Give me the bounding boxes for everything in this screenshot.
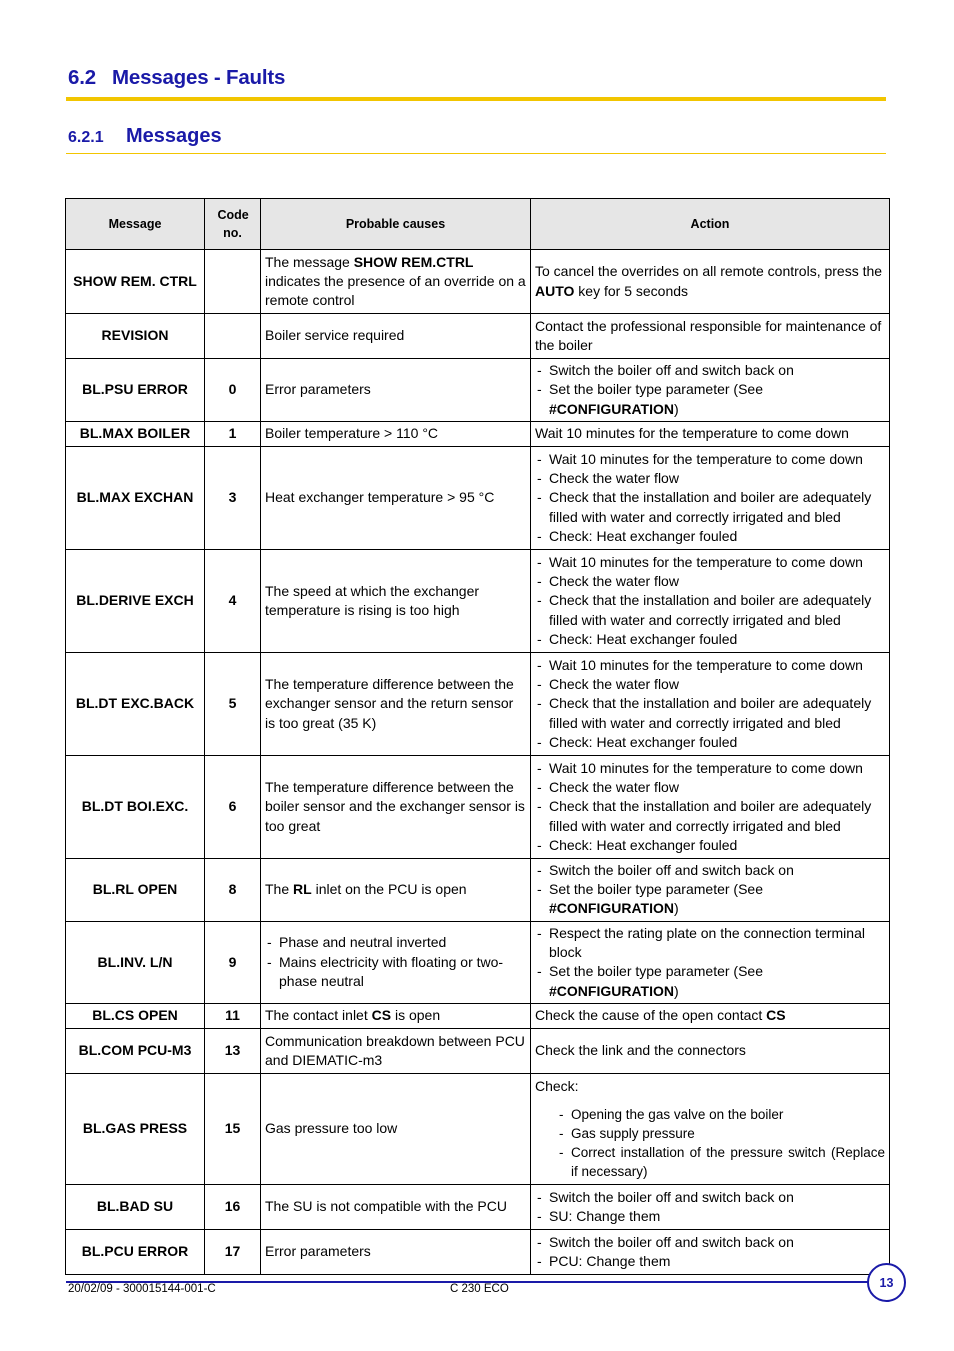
cause-list — [265, 933, 526, 991]
code-cell: 8 — [205, 858, 261, 921]
cause-text: is open — [391, 1007, 441, 1024]
action-item: - Check that the installation and boiler are adequately filled with water and correctly irrigated and bled — [535, 591, 885, 630]
cause-cell: Communication breakdown between PCU and DIEMATIC-m3 — [261, 1028, 531, 1073]
cause-cell — [261, 1003, 531, 1028]
action-item: - Wait 10 minutes for the temperature to come down — [535, 656, 885, 675]
header-message: Message — [66, 199, 205, 250]
message-cell: BL.DT EXC.BACK — [66, 652, 205, 755]
action-text: To cancel the overrides on all remote controls, press the — [535, 263, 883, 280]
code-cell: 9 — [205, 921, 261, 1003]
table-row — [66, 921, 890, 1003]
cause-cell: Heat exchanger temperature > 95 °C — [261, 446, 531, 549]
code-cell: 3 — [205, 446, 261, 549]
cause-cell: The temperature difference between the exchanger sensor and the return sensor is too great (35 K) — [261, 652, 531, 755]
action-item: - SU: Change them — [535, 1207, 885, 1226]
action-cell — [531, 1229, 890, 1274]
action-item — [535, 880, 885, 919]
section-number: 6.2 — [68, 66, 96, 89]
cause-bold: SHOW REM.CTRL — [353, 253, 474, 270]
action-item: - Switch the boiler off and switch back on — [535, 361, 885, 380]
table-row — [66, 314, 890, 359]
action-text: key for 5 seconds — [574, 282, 689, 299]
action-item-text: Set the boiler type parameter (See — [549, 963, 764, 980]
table-row — [66, 421, 890, 446]
table-row — [66, 446, 890, 549]
header-code-label: Code no. — [217, 208, 249, 240]
action-item: - PCU: Change them — [535, 1252, 885, 1271]
action-list — [535, 656, 885, 752]
message-cell: BL.COM PCU-M3 — [66, 1028, 205, 1073]
section-rule — [66, 97, 886, 101]
table-header-row — [66, 199, 890, 250]
action-bold: CS — [766, 1007, 786, 1024]
action-item: - Check: Heat exchanger fouled — [535, 733, 885, 752]
action-item: - Check the water flow — [535, 778, 885, 797]
message-cell: SHOW REM. CTRL — [66, 250, 205, 314]
cause-cell — [261, 858, 531, 921]
message-cell: BL.DERIVE EXCH — [66, 549, 205, 652]
header-action: Action — [531, 199, 890, 250]
table-row — [66, 858, 890, 921]
config-ref: #CONFIGURATION — [549, 400, 674, 417]
action-cell — [531, 1003, 890, 1028]
action-item: - Check: Heat exchanger fouled — [535, 527, 885, 546]
code-cell: 15 — [205, 1073, 261, 1184]
action-item-text: Set the boiler type parameter (See — [549, 881, 764, 898]
action-cell — [531, 549, 890, 652]
table-row — [66, 652, 890, 755]
message-cell: REVISION — [66, 314, 205, 359]
action-item-close: ) — [673, 900, 679, 917]
code-cell: 1 — [205, 421, 261, 446]
footer-product: C 230 ECO — [450, 1283, 509, 1295]
table-row — [66, 755, 890, 858]
action-cell: Check the link and the connectors — [531, 1028, 890, 1073]
action-bold: AUTO — [535, 282, 575, 299]
action-cell — [531, 250, 890, 314]
action-item: - Check that the installation and boiler are adequately filled with water and correctly irrigated and bled — [535, 797, 885, 836]
action-intro: Check: — [535, 1078, 579, 1095]
action-item — [535, 962, 885, 1001]
message-cell: BL.RL OPEN — [66, 858, 205, 921]
action-subitem: - Gas supply pressure — [557, 1124, 885, 1143]
action-list — [535, 361, 885, 419]
messages-table — [65, 198, 890, 1275]
cause-cell: Boiler service required — [261, 314, 531, 359]
cause-text: indicates the presence of an override on a remote control — [265, 272, 526, 309]
code-cell: 16 — [205, 1184, 261, 1229]
code-cell: 4 — [205, 549, 261, 652]
action-item-close: ) — [673, 982, 679, 999]
code-cell: 5 — [205, 652, 261, 755]
cause-cell: The temperature difference between the boiler sensor and the exchanger sensor is too great — [261, 755, 531, 858]
action-item-text: Set the boiler type parameter (See — [549, 381, 764, 398]
action-cell — [531, 921, 890, 1003]
action-cell: Contact the professional responsible for maintenance of the boiler — [531, 314, 890, 359]
action-item: - Switch the boiler off and switch back on — [535, 1188, 885, 1207]
cause-text: The contact inlet — [265, 1007, 372, 1024]
action-list — [535, 1188, 885, 1227]
cause-cell: Boiler temperature > 110 °C — [261, 421, 531, 446]
action-item: - Check that the installation and boiler are adequately filled with water and correctly irrigated and bled — [535, 694, 885, 733]
action-item: - Check: Heat exchanger fouled — [535, 836, 885, 855]
table-row — [66, 1003, 890, 1028]
code-cell: 17 — [205, 1229, 261, 1274]
table-row — [66, 1229, 890, 1274]
action-cell — [531, 359, 890, 422]
action-cell — [531, 446, 890, 549]
action-text: Check the cause of the open contact — [535, 1007, 767, 1024]
code-cell: 0 — [205, 359, 261, 422]
message-cell: BL.GAS PRESS — [66, 1073, 205, 1184]
action-list — [535, 861, 885, 919]
action-list — [535, 759, 885, 855]
cause-cell: Error parameters — [261, 359, 531, 422]
cause-bold: RL — [293, 881, 312, 898]
message-cell: BL.PCU ERROR — [66, 1229, 205, 1274]
cause-text: The — [265, 881, 294, 898]
table-row — [66, 1184, 890, 1229]
action-list — [535, 1233, 885, 1272]
table-row — [66, 250, 890, 314]
message-cell: BL.MAX EXCHAN — [66, 446, 205, 549]
code-cell — [205, 314, 261, 359]
table-row — [66, 359, 890, 422]
action-item: - Switch the boiler off and switch back on — [535, 861, 885, 880]
cause-cell: Error parameters — [261, 1229, 531, 1274]
message-cell: BL.BAD SU — [66, 1184, 205, 1229]
action-item: - Wait 10 minutes for the temperature to come down — [535, 450, 885, 469]
table-row — [66, 1073, 890, 1184]
action-item: - Switch the boiler off and switch back on — [535, 1233, 885, 1252]
action-item: - Wait 10 minutes for the temperature to come down — [535, 553, 885, 572]
code-cell: 6 — [205, 755, 261, 858]
message-cell: BL.CS OPEN — [66, 1003, 205, 1028]
header-code — [205, 199, 261, 250]
table-row — [66, 1028, 890, 1073]
cause-item: - Phase and neutral inverted — [265, 933, 526, 952]
cause-text: The message — [265, 253, 354, 270]
subsection-rule — [66, 153, 886, 154]
config-ref: #CONFIGURATION — [549, 982, 674, 999]
action-cell — [531, 652, 890, 755]
config-ref: #CONFIGURATION — [549, 900, 674, 917]
subsection-title: Messages — [126, 125, 222, 147]
action-list — [535, 553, 885, 649]
action-item: - Respect the rating plate on the connection terminal block — [535, 924, 885, 963]
action-list — [535, 450, 885, 546]
code-cell: 13 — [205, 1028, 261, 1073]
cause-cell — [261, 921, 531, 1003]
action-item-close: ) — [673, 400, 679, 417]
action-item: - Check: Heat exchanger fouled — [535, 630, 885, 649]
message-cell: BL.MAX BOILER — [66, 421, 205, 446]
code-cell — [205, 250, 261, 314]
cause-cell — [261, 250, 531, 314]
action-subitem: - Correct installation of the pressure switch (Replace if necessary) — [557, 1143, 885, 1181]
action-item: - Wait 10 minutes for the temperature to come down — [535, 759, 885, 778]
subsection-number: 6.2.1 — [68, 129, 104, 146]
action-cell — [531, 1184, 890, 1229]
cause-item: - Mains electricity with floating or two-phase neutral — [265, 953, 526, 992]
cause-cell: Gas pressure too low — [261, 1073, 531, 1184]
action-list — [535, 924, 885, 1001]
message-cell: BL.PSU ERROR — [66, 359, 205, 422]
action-item: - Check that the installation and boiler are adequately filled with water and correctly irrigated and bled — [535, 488, 885, 527]
table-row — [66, 549, 890, 652]
footer-doc-ref: 20/02/09 - 300015144-001-C — [68, 1283, 216, 1295]
action-item: - Check the water flow — [535, 469, 885, 488]
action-item: - Check the water flow — [535, 675, 885, 694]
cause-text: inlet on the PCU is open — [311, 881, 467, 898]
action-sublist — [535, 1105, 885, 1181]
header-causes: Probable causes — [261, 199, 531, 250]
message-cell: BL.DT BOI.EXC. — [66, 755, 205, 858]
page-number: 13 — [867, 1263, 906, 1302]
section-heading — [68, 66, 886, 90]
section-title: Messages - Faults — [112, 66, 286, 89]
action-cell — [531, 858, 890, 921]
code-cell: 11 — [205, 1003, 261, 1028]
action-subitem: - Opening the gas valve on the boiler — [557, 1105, 885, 1124]
action-item: - Check the water flow — [535, 572, 885, 591]
action-cell — [531, 1073, 890, 1184]
cause-bold: CS — [371, 1007, 392, 1024]
cause-cell: The SU is not compatible with the PCU — [261, 1184, 531, 1229]
action-cell — [531, 755, 890, 858]
action-cell: Wait 10 minutes for the temperature to come down — [531, 421, 890, 446]
cause-cell: The speed at which the exchanger temperature is rising is too high — [261, 549, 531, 652]
action-item — [535, 380, 885, 419]
subsection-heading — [68, 125, 886, 148]
message-cell: BL.INV. L/N — [66, 921, 205, 1003]
